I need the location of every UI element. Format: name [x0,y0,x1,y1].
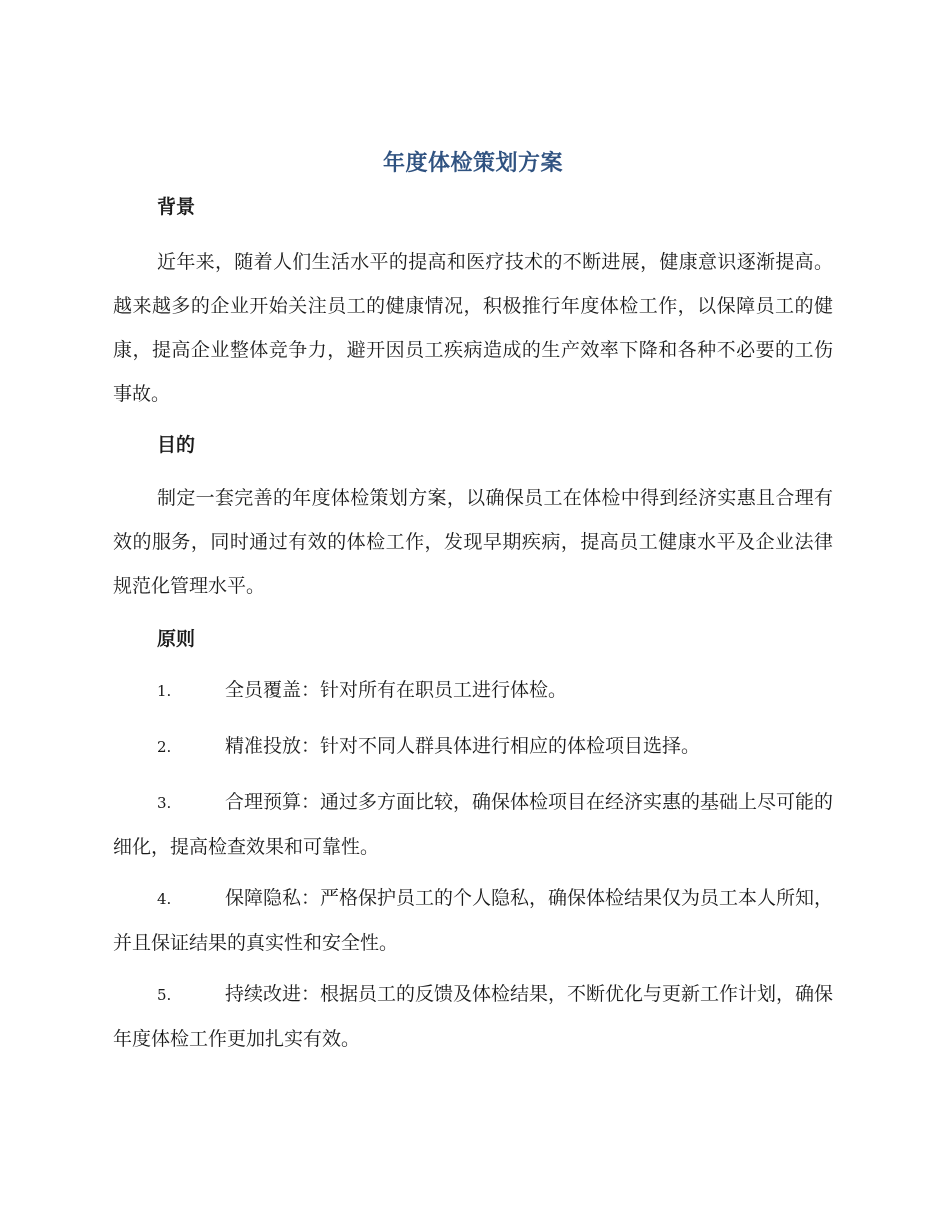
list-item [113,724,833,769]
list-item-text: 保障隐私：严格保护员工的个人隐私，确保体检结果仅为员工本人所知，并且保证结果的真实性和安全性。 [113,887,834,954]
section-heading-background: 背景 [157,196,196,218]
list-item-number: 5. [157,986,172,1004]
document-title: 年度体检策划方案 [382,151,563,176]
section-heading-purpose: 目的 [157,434,196,456]
document-page [113,0,833,1230]
list-item [113,668,833,713]
paragraph-purpose: 制定一套完善的年度体检策划方案，以确保员工在体检中得到经济实惠且合理有效的服务，同时通过有效的体检工作，发现早期疾病，提高员工健康水平及企业法律规范化管理水平。 [113,487,833,597]
list-item-text: 持续改进：根据员工的反馈及体检结果，不断优化与更新工作计划，确保年度体检工作更加扎实有效。 [113,983,834,1050]
list-item-text: 全员覆盖：针对所有在职员工进行体检。 [225,679,568,701]
list-item [113,876,833,965]
list-item [113,972,833,1061]
list-item-number: 2. [157,738,172,756]
section-heading-principles: 原则 [157,628,196,650]
paragraph-background: 近年来，随着人们生活水平的提高和医疗技术的不断进展，健康意识逐渐提高。越来越多的企业开始关注员工的健康情况，积极推行年度体检工作，以保障员工的健康，提高企业整体竞争力，避开因员工疾病造成的生产效率下降和各种不必要的工伤事故。 [113,251,833,405]
list-item [113,780,833,869]
list-item-text: 精准投放：针对不同人群具体进行相应的体检项目选择。 [225,735,701,757]
list-item-number: 4. [157,890,172,908]
list-item-text: 合理预算：通过多方面比较，确保体检项目在经济实惠的基础上尽可能的细化，提高检查效果和可靠性。 [113,791,834,858]
list-item-number: 1. [157,682,172,700]
list-item-number: 3. [157,794,172,812]
